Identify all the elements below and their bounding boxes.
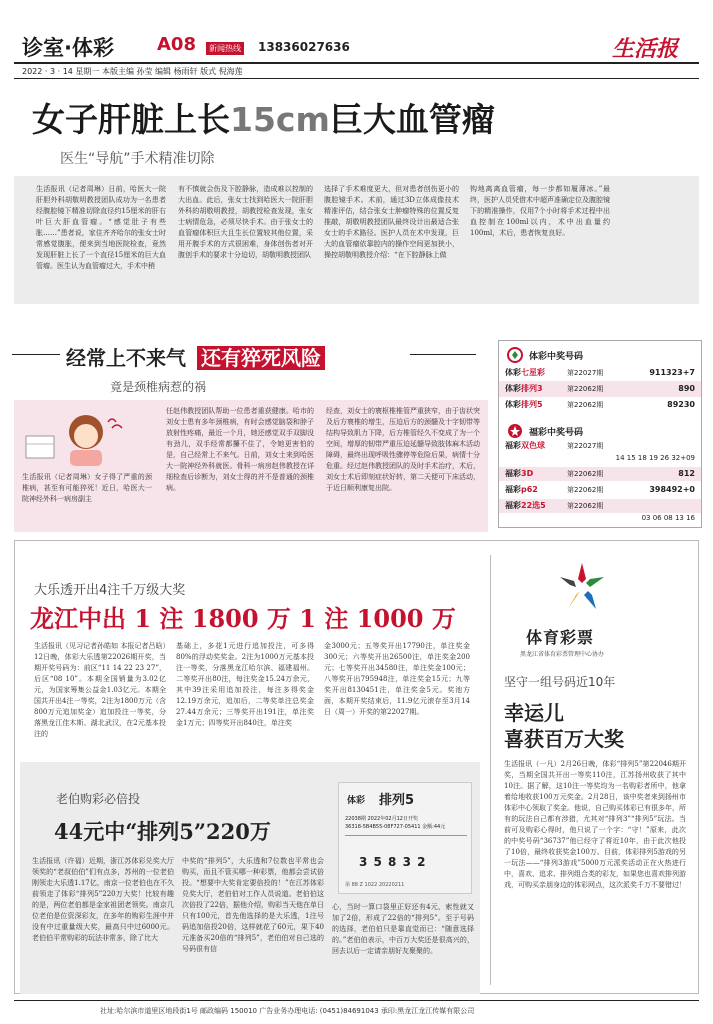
tc-header: 体彩中奖号码 [529, 352, 584, 362]
sports-lottery-logo-text: 体育彩票 [526, 628, 595, 647]
headline-line-1: 幸运儿 [504, 701, 564, 725]
ticket-footer: 第 88 Z 1022 20220211 [345, 882, 405, 888]
lot-brand: 福彩 [505, 469, 521, 478]
fc-header: 福彩中奖号码 [529, 428, 584, 438]
headline-part-a: 经常上不来气 [66, 346, 186, 370]
footer-text: 社址:哈尔滨市道里区地段街1号 邮政编码 150010 广告业务办理电话: (0451)84691043 承印:黑龙江龙江传媒有限公司 [100, 1007, 475, 1015]
fc-row-2 [499, 467, 701, 481]
headline-part-c: 巨大血管瘤 [329, 100, 495, 139]
fc-logo-icon [507, 423, 523, 439]
sports-lottery-logo-sub: 黑龙江省体育彩票管理中心协办 [520, 651, 605, 658]
lot-period: 第22062期 [567, 401, 604, 409]
headline-part-a: 女子肝脏上长 [32, 100, 230, 139]
body-col-2: 有不慎就会伤及下腔静脉，造成难以控制的大出血。此后，张女士找到哈医大一院肝胆外科的胡敬明教授，胡教授检查发现，张女士病情危急，必须尽快手术。由于张女士的血管瘤体积巨大且生长位置较其他位置，采用开腹手术的方式很困难，身体创伤者对开腹创手术的要求十分迫切，胡敬明教授团队 [178, 185, 313, 259]
article-pailie5-win [20, 762, 480, 994]
kicker: 老伯购彩必倍投 [56, 792, 141, 806]
tc-section [499, 341, 701, 415]
ticket-line-1: 22038期 2022年02月12日开奖 [345, 816, 418, 822]
lottery-results-panel [498, 340, 702, 528]
headline-part-b: 还有猝死风险 [197, 346, 325, 370]
lot-game: 七星彩 [521, 368, 545, 377]
headline-rule-right [410, 354, 476, 355]
lot-game: 22选5 [521, 501, 546, 510]
lot-period: 第22027期 [567, 369, 604, 377]
tc-logo-icon [507, 347, 523, 363]
lot-brand: 体彩 [505, 368, 521, 377]
body-col-2: 中奖的“排列5”，大乐透和7位数也平常也会购买，而且不管买哪一种彩票，他都会尝试倍投。“想要中大奖肯定要倍投的！”在江苏体彩兑奖大厅，老伯伯对工作人员说道。老伯伯这次倍投了22倍，据他介绍，购彩当天他在单日只有100元，首先他选择的是大乐透，1注号码追加倍投20倍，这样就花了60元，果下40元准备买20倍的“排列5”，老伯伯对自己选的号码很有信 [182, 857, 324, 953]
masthead [0, 0, 713, 78]
body-col-3: 选择了手术难度更大，但对患者创伤更小的腹腔镜手术。术前，通过3D立体成像技术精准评估，结合张女士肿瘤特殊的位置反复推敲，胡敬明教授团队最终设计出最适合张女士的手术路径。医护人员在术中发现，巨大的血管瘤依靠腔内的操作空间更加狭小，操控胡敬明教授介绍：“在下腔静脉上做 [324, 185, 459, 259]
body-text: 生活报讯（一凡）2月26日晚，体彩“排列5”第22046期开奖，当期全国共开出一等奖110注，江苏扬州收获了其中10注。据了解，这10注一等奖均为一名购彩者所中，他拿着给地收获100万元奖金。2月28日，该中奖者来到扬州市体彩中心领取了奖金。他说，自己购买体彩已有很多年，所有的玩法自己都有涉猎，尤其对“排列3”“排列5”玩法。当前可及购彩心得时，他只说了一个字：“守！”原来，此次的中奖号码“36737”他已经守了将近10年，由于此次他投了10倍，最终收获奖金100万。目前，体彩排列5游戏的另一玩法——“排列3游戏”5000万元派奖活动正在火热进行中，喜欢、追求、排列组合类的彩友，如果您也喜欢排列游戏，可购买亲朋身边的体彩网点，这次派奖千万不要错过！ [504, 760, 686, 889]
footer-rule [14, 1000, 699, 1001]
ticket-line-2: 36318-5B4B55-08F727-05411 金额:44元 [345, 824, 446, 830]
tc-row-1 [499, 381, 701, 397]
lot-game: p62 [521, 485, 538, 494]
lot-game: 排列3 [521, 384, 543, 393]
lot-brand: 体彩 [505, 400, 521, 409]
article-cervical-spondylosis [0, 312, 490, 532]
lot-value: 398492+0 [649, 485, 695, 494]
headline-part-b: 15cm [230, 100, 330, 139]
lot-game: 3D [521, 469, 534, 478]
masthead-rule [14, 62, 699, 64]
ticket-game: 排列5 [379, 793, 415, 808]
headline [66, 342, 325, 371]
ticket-digits: 3 5 8 3 2 [359, 855, 427, 869]
headline [32, 94, 495, 141]
lot-brand: 福彩 [505, 485, 521, 494]
body-col-3: 经查，刘女士的寰枢椎椎管严重狭窄，由于齿状突及后方寰椎的增生，压迫后方的颈髓及十字韧带等结构导致肌力下降，后方椎管经久不变成了为一个空间，增厚的韧带严重压迫延髓导致肢体麻木活动障碍，最终出现呼吸性骤停等危险后果，病情十分危重。经过赵伟教授团队的及时手术治疗，术后，刘女士术后即刻症状好转，第二天便可下床活动，于近日顺利康复出院。 [326, 407, 480, 492]
lot-period: 第22062期 [567, 486, 604, 494]
headline: 44元中“排列5”220万 [54, 819, 271, 844]
lot-period: 第22062期 [567, 470, 604, 478]
article-liver-hemangioma [0, 80, 713, 308]
lot-brand: 福彩 [505, 501, 521, 510]
tc-row-2 [499, 397, 701, 413]
lot-brand: 福彩 [505, 441, 521, 450]
headline-rule-left [12, 354, 60, 355]
subheadline: 医生“导航”手术精准切除 [60, 151, 215, 167]
lot-value: 89230 [667, 400, 695, 409]
body-col-3: 金3000元；五等奖开出17790注，单注奖金300元；六等奖开出26500注，单注奖金200元；七等奖开出34580注，单注奖金100元；八等奖开出795948注，单注奖金15元；九等奖开出8130451注，单注奖金5元。奖池方面，本期开奖结束后，11.9亿元滚存至3月14日（周一）开奖的第22027期。 [324, 642, 470, 716]
fc-row-1 [499, 451, 701, 465]
dateline-rule [14, 78, 699, 79]
lot-period: 第22062期 [567, 502, 604, 510]
right-column [490, 545, 695, 991]
body-col-2: 基础上，多花1元进行追加投注，可多得80%的浮动奖奖金。2注为1000万元基本投注一等奖，分落黑龙江哈尔滨、福建福州。二等奖开出80注，每注奖金15.24万余元，其中39注采用追加投注，每注多得奖金12.19万余元，追加后，二等奖单注总奖金27.44万余元；三等奖开出191注，单注奖金1万元；四等奖开出840注，单注奖 [176, 642, 314, 727]
fc-section [499, 417, 701, 527]
column-divider [490, 555, 491, 985]
kicker: 坚守一组号码近10年 [504, 675, 616, 689]
article-daletou-jackpot [20, 545, 480, 755]
dateline: 2022 · 3 · 14 星期一 本版主编 孙莹 编辑 杨雨轩 版式 倪海莲 [22, 67, 243, 76]
body-col-2: 任赵伟教授团队帮助一位患者重获健康。哈市的刘女士患有多年颈椎病，有时会感觉脑袋和脖子放射性疼痛，最近一个月，她还感觉双手双脚没有劲儿，双手经常都攥不住了，令她更害怕的是，自己经常上不来气。日前，刘女士来到哈医大一院神经外科就医。骨科一病房赵伟教授在详细检查后诊断为，刘女士得的并不是普通的颈椎病。 [166, 407, 314, 492]
fc-row-3 [499, 483, 701, 497]
ticket-divider [345, 835, 467, 836]
lot-value: 03 06 08 13 16 [641, 514, 695, 522]
fc-row-5 [499, 511, 701, 525]
patient-illustration [22, 406, 152, 468]
newspaper-logo: 生活报 [612, 36, 679, 62]
body-col-4: 钩地离离血管瘤，每一步都如履薄冰。”最终，医护人员凭借术中超声准确定位及腹腔镜下的精准操作，仅用7个小时将手术过程中出血控制在100ml以内，术中出血量约100ml，术后，患者恢复良好。 [470, 185, 610, 237]
lottery-ticket-image [338, 782, 472, 894]
lot-value: 911323+7 [649, 368, 695, 377]
lot-game: 双色球 [521, 441, 545, 450]
kicker: 大乐透开出4注千万级大奖 [34, 583, 186, 598]
section-title: 诊室·体彩 [22, 36, 114, 60]
ticket-brand: 体彩 [347, 796, 366, 806]
lot-value: 890 [678, 384, 695, 393]
headline: 龙江中出 1 注 1800 万 1 注 1000 万 [30, 604, 456, 633]
sports-lottery-logo-icon [552, 559, 612, 617]
lot-brand: 体彩 [505, 384, 521, 393]
lot-period: 第22062期 [567, 385, 604, 393]
body-col-1: 生活报讯（许福）近期，浙江苏体彩兑奖大厅领奖的“老叔伯伯”们有点多，苏州的一位老伯刚领走大乐透1.17亿，南京一位老伯也在不久前领走了体彩“排列5”220万大奖！比较有趣的是，两位老伯都是金家祖团老领奖。南京几位老伯是位资深彩友，在多年的购彩生涯中并没有中过重量级大奖，最高只中过6000元。老伯伯平常购彩的玩法非常多，除了比大 [32, 857, 174, 942]
hotline-number: 13836027636 [258, 40, 350, 54]
lot-game: 排列5 [521, 400, 543, 409]
page-number: A08 [157, 34, 196, 55]
subheadline: 竟是颈椎病惹的祸 [110, 380, 207, 394]
lot-period: 第22027期 [567, 442, 604, 450]
body-col-1: 生活报讯（记者周琳）日前，哈医大一院肝胆外科胡敬明教授团队成功为一名患者经腹腔镜下精准切除直径约15厘米的肝右叶巨大肝血管瘤。“感觉肚子有些胀……”患者说，家住齐齐哈尔的张女士时常感觉腹胀，便来到当地医院检查，竟然发现肝脏上长了一个直径15厘米的巨大血管瘤。医生认为血管瘤过大，手术中稍 [36, 185, 166, 270]
body-col-1: 生活报讯（见习记者孙皓如 本报记者吕晗）12日晚，体彩大乐透第22026期开奖，当期开奖号码为：前区“11 14 22 23 27”，后区“08 10”。本期全国销量为3.02亿元，为国家筹集公益金1.03亿元。本期全国共开出4注一等奖，2注为1800万元（含800万元追加奖金）追加投注一等奖，分落黑龙江佳木斯、湖北武汉，在2元基本投注的 [34, 642, 166, 738]
lot-value: 812 [678, 469, 695, 478]
tc-row-0 [499, 365, 701, 381]
headline-line-2: 喜获百万大奖 [504, 727, 624, 751]
body-col-1: 生活报讯（记者周琳）女子得了严重的颈椎病，甚至有可能猝死！近日，哈医大一院神经外科一病房副主 [22, 473, 152, 503]
body-col-3: 心，当时一算口袋里正好还有4元，索性就又加了2倍，形成了22倍的“排列5”。至于号码的选择，老伯伯只是靠直觉而已：“随意选择的。”老伯伯表示，中百万大奖还是很高兴的，回去以后一定请亲朋好友聚聚的。 [332, 903, 474, 955]
lot-value: 14 15 18 19 26 32+09 [615, 454, 695, 462]
hotline-badge: 新闻热线 [206, 42, 244, 55]
